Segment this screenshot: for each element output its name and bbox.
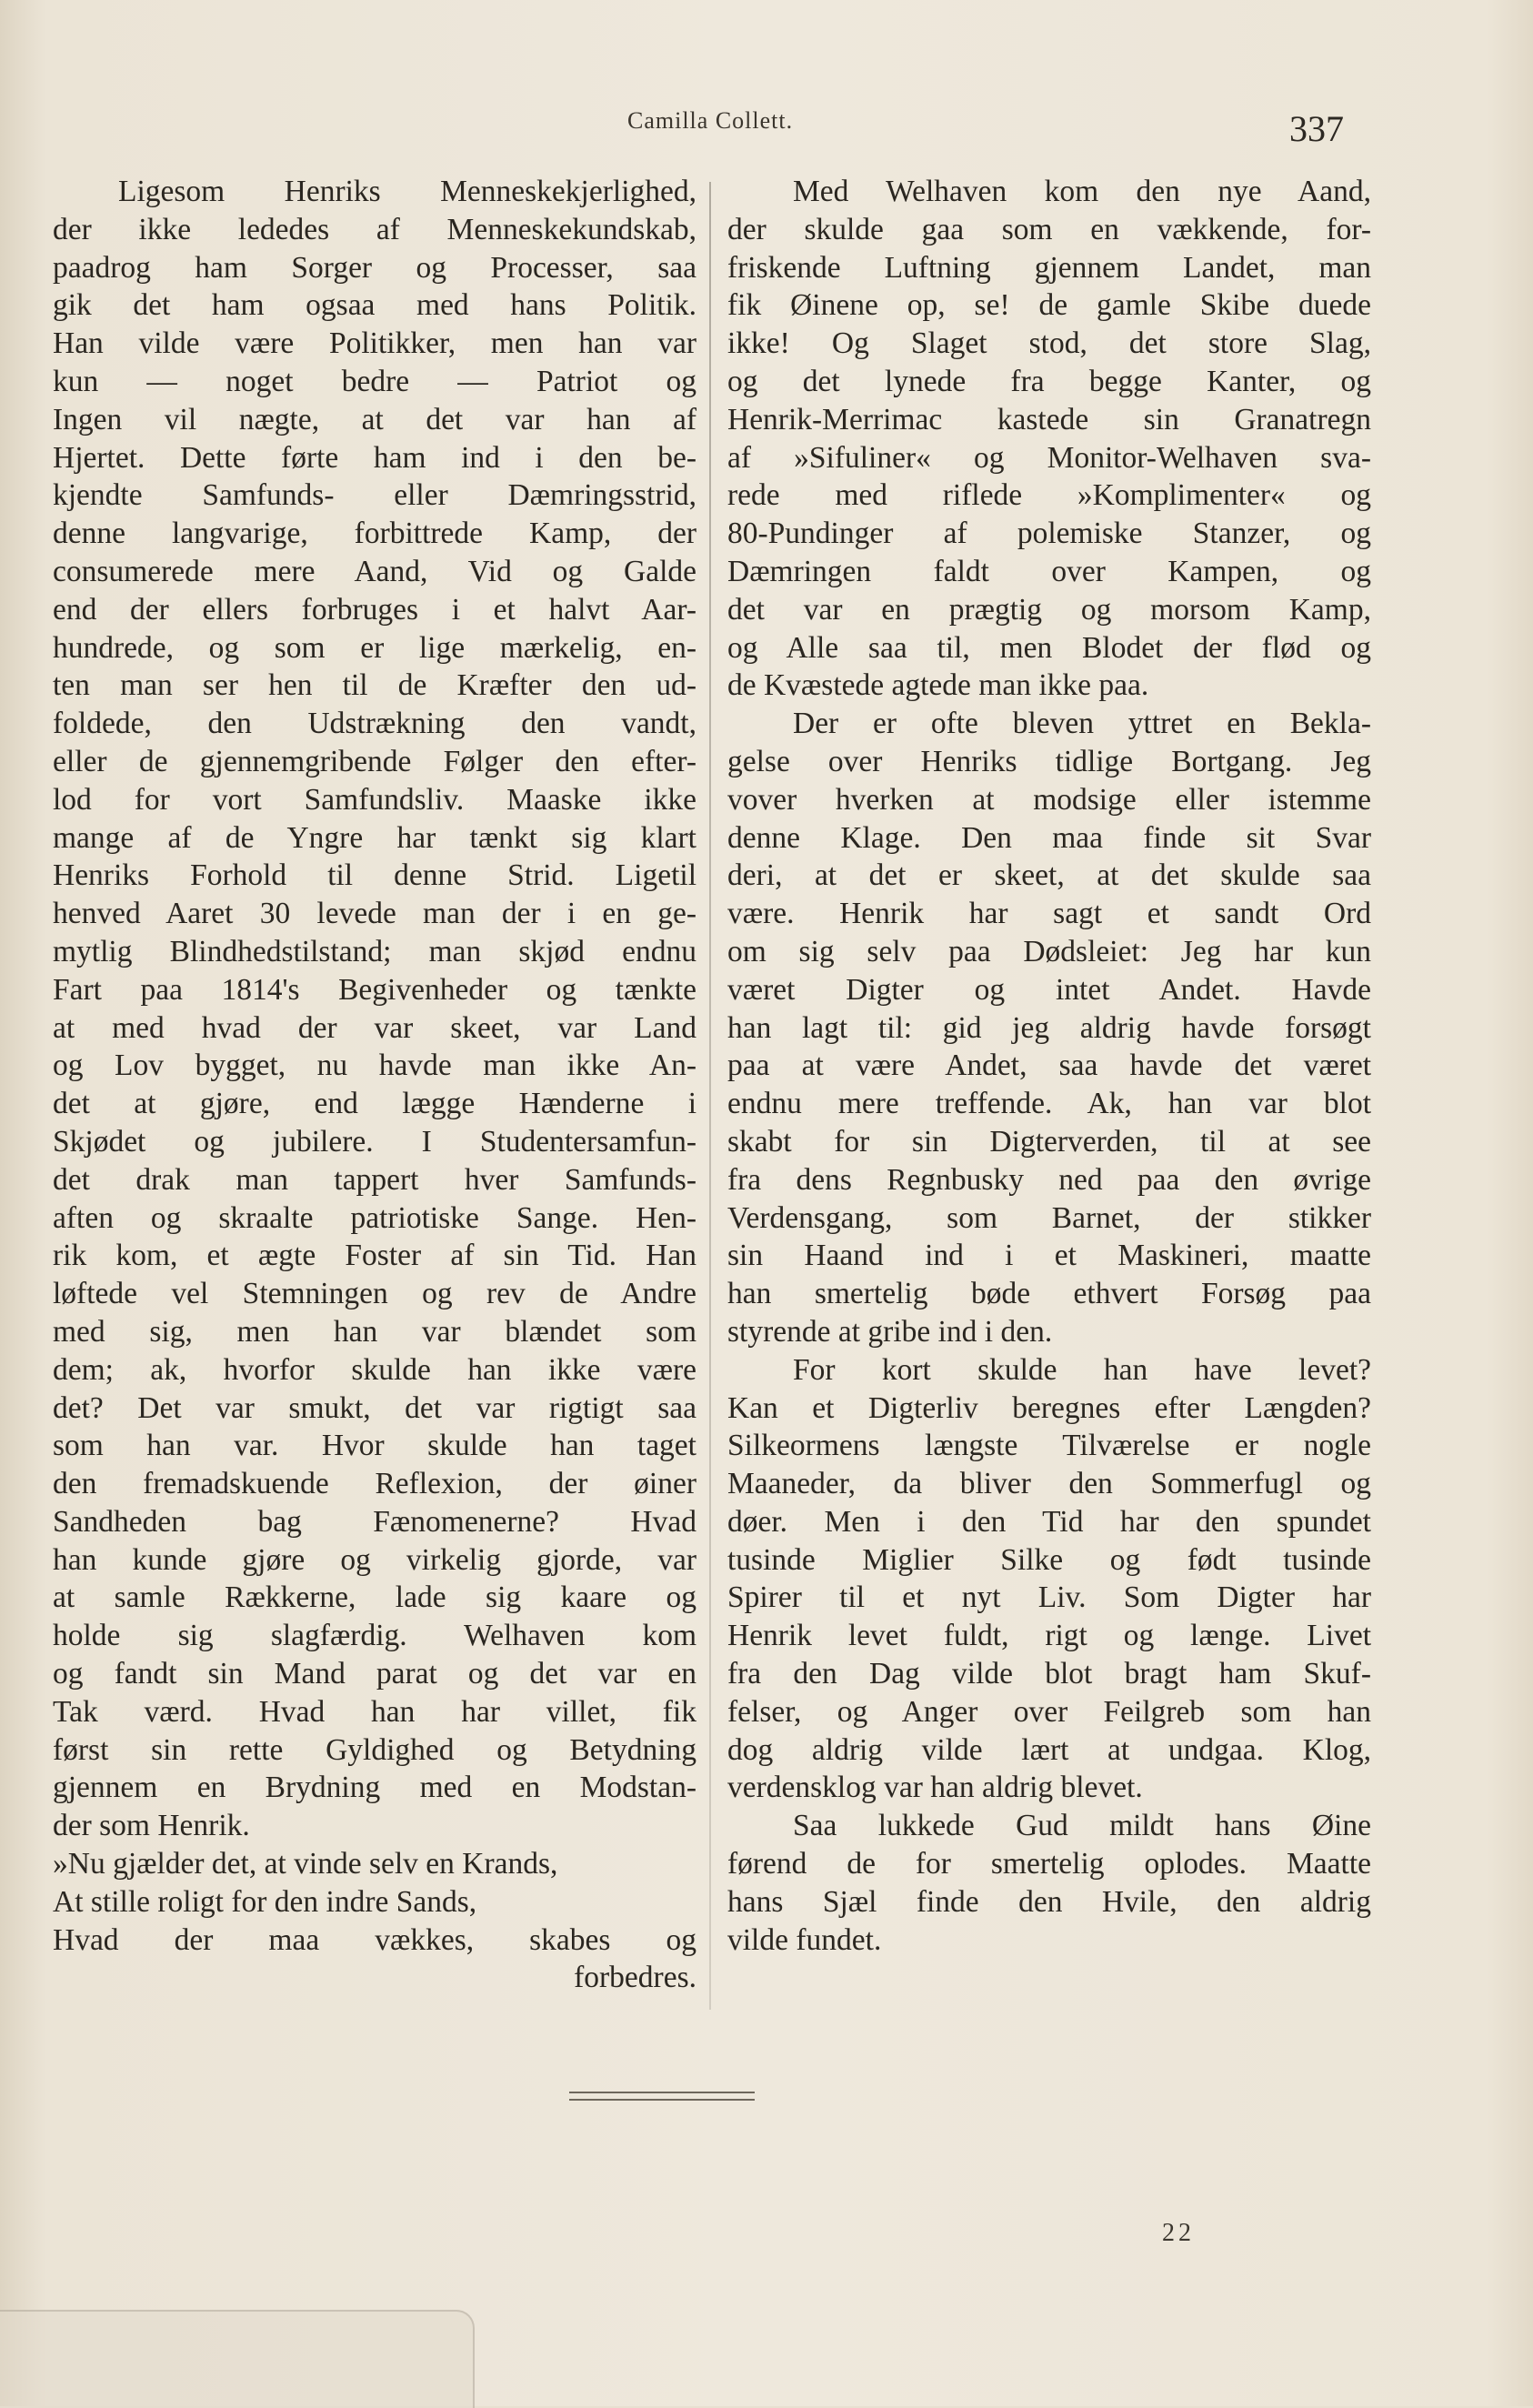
- text-line: ten man ser hen til de Kræfter den ud-: [53, 668, 696, 703]
- text-line: med sig, men han var blændet som: [53, 1314, 696, 1349]
- text-line: Ingen vil nægte, at det var han af: [53, 402, 696, 436]
- text-line: sin Haand ind i et Maskineri, maatte: [727, 1239, 1371, 1273]
- text-line: mange af de Yngre har tænkt sig klart: [53, 820, 696, 855]
- text-line: friskende Luftning gjennem Landet, man: [727, 250, 1371, 285]
- text-line: Henrik levet fuldt, rigt og længe. Livet: [727, 1619, 1371, 1653]
- text-line: kun — noget bedre — Patriot og: [53, 364, 696, 398]
- text-line: gelse over Henriks tidlige Bortgang. Jeg: [727, 744, 1371, 778]
- text-line: vover hverken at modsige eller istemme: [727, 782, 1371, 817]
- text-line: gjennem en Brydning med en Modstan-: [53, 1771, 696, 1805]
- text-line: det var en prægtig og morsom Kamp,: [727, 592, 1371, 627]
- text-line: og Alle saa til, men Blodet der flød og: [727, 630, 1371, 665]
- text-line: endnu mere treffende. Ak, han var blot: [727, 1087, 1371, 1121]
- text-line: og det lynede fra begge Kanter, og: [727, 364, 1371, 398]
- text-line: tusinde Miglier Silke og født tusinde: [727, 1542, 1371, 1577]
- page-header: [0, 107, 1533, 149]
- text-line: dem; ak, hvorfor skulde han ikke være: [53, 1352, 696, 1387]
- text-line: Silkeormens længste Tilværelse er nogle: [727, 1429, 1371, 1463]
- text-line: holde sig slagfærdig. Welhaven kom: [53, 1619, 696, 1653]
- text-line: At stille roligt for den indre Sands,: [53, 1884, 477, 1919]
- text-line: kjendte Samfunds- eller Dæmringsstrid,: [53, 478, 696, 513]
- text-line: paadrog ham Sorger og Processer, saa: [53, 250, 696, 285]
- text-line: eller de gjennemgribende Følger den efter-: [53, 744, 696, 778]
- text-line: paa at være Andet, saa havde det været: [727, 1048, 1371, 1083]
- section-divider: [569, 2092, 755, 2101]
- text-line: hundrede, og som er lige mærkelig, en-: [53, 630, 696, 665]
- text-line: Henriks Forhold til denne Strid. Ligetil: [53, 858, 696, 893]
- text-line: først sin rette Gyldighed og Betydning: [53, 1732, 696, 1767]
- text-line: felser, og Anger over Feilgreb som han: [727, 1694, 1371, 1729]
- text-line: vilde fundet.: [727, 1922, 882, 1957]
- text-line: »Nu gjælder det, at vinde selv en Krands,: [53, 1847, 558, 1881]
- text-line: forbedres.: [574, 1961, 696, 1995]
- text-line: Tak værd. Hvad han har villet, fik: [53, 1694, 696, 1729]
- text-line: Hjertet. Dette førte ham ind i den be-: [53, 440, 696, 475]
- text-line: end der ellers forbruges i et halvt Aar-: [53, 592, 696, 627]
- text-line: af »Sifuliner« og Monitor-Welhaven sva-: [727, 440, 1371, 475]
- left-column: [53, 173, 696, 1997]
- text-line: fra dens Regnbusky ned paa den øvrige: [727, 1162, 1371, 1197]
- column-rule: [709, 182, 711, 2010]
- text-line: verdensklog var han aldrig blevet.: [727, 1771, 1143, 1805]
- text-line: For kort skulde han have levet?: [793, 1352, 1371, 1387]
- signature-mark: 22: [1162, 2219, 1195, 2247]
- text-line: være. Henrik har sagt et sandt Ord: [727, 897, 1371, 931]
- text-line: at samle Rækkerne, lade sig kaare og: [53, 1580, 696, 1615]
- page-number: 337: [1289, 108, 1344, 149]
- text-line: Kan et Digterliv beregnes efter Længden?: [727, 1390, 1371, 1425]
- text-line: om sig selv paa Dødsleiet: Jeg har kun: [727, 934, 1371, 968]
- text-line: løftede vel Stemningen og rev de Andre: [53, 1277, 696, 1311]
- text-line: været Digter og intet Andet. Havde: [727, 972, 1371, 1007]
- text-line: han kunde gjøre og virkelig gjorde, var: [53, 1542, 696, 1577]
- text-line: Med Welhaven kom den nye Aand,: [793, 175, 1371, 208]
- text-line: styrende at gribe ind i den.: [727, 1314, 1053, 1349]
- text-line: han smertelig bøde ethvert Forsøg paa: [727, 1277, 1371, 1311]
- text-line: henved Aaret 30 levede man der i en ge-: [53, 897, 696, 931]
- text-line: 80-Pundinger af polemiske Stanzer, og: [727, 517, 1371, 551]
- text-line: Han vilde være Politikker, men han var: [53, 326, 696, 361]
- text-line: consumerede mere Aand, Vid og Galde: [53, 554, 696, 588]
- text-line: Henrik-Merrimac kastede sin Granatregn: [727, 402, 1371, 436]
- right-column: [727, 173, 1371, 1959]
- text-line: at med hvad der var skeet, var Land: [53, 1010, 696, 1045]
- text-line: deri, at det er skeet, at det skulde saa: [727, 858, 1371, 893]
- text-line: mytlig Blindhedstilstand; man skjød endnu: [53, 934, 696, 968]
- text-line: der skulde gaa som en vækkende, for-: [727, 212, 1371, 246]
- text-line: det at gjøre, end lægge Hænderne i: [53, 1087, 696, 1121]
- text-line: Der er ofte bleven yttret en Bekla-: [793, 707, 1371, 741]
- text-line: og Lov bygget, nu havde man ikke An-: [53, 1048, 696, 1083]
- text-line: det? Det var smukt, det var rigtigt saa: [53, 1390, 696, 1425]
- page-edge-shadow: [0, 2310, 475, 2408]
- text-line: Fart paa 1814's Begivenheder og tænkte: [53, 972, 696, 1007]
- text-line: rede med riflede »Komplimenter« og: [727, 478, 1371, 513]
- text-line: aften og skraalte patriotiske Sange. Hen-: [53, 1200, 696, 1235]
- text-line: Verdensgang, som Barnet, der stikker: [727, 1200, 1371, 1235]
- text-line: førend de for smertelig oplodes. Maatte: [727, 1847, 1371, 1881]
- text-line: Hvad der maa vækkes, skabes og: [53, 1922, 696, 1957]
- text-line: dog aldrig vilde lært at undgaa. Klog,: [727, 1732, 1371, 1767]
- text-line: hans Sjæl finde den Hvile, den aldrig: [727, 1884, 1371, 1919]
- text-line: der ikke lededes af Menneskekundskab,: [53, 212, 696, 246]
- text-line: det drak man tappert hver Samfunds-: [53, 1162, 696, 1197]
- running-head: Camilla Collett.: [627, 107, 794, 134]
- text-line: denne langvarige, forbittrede Kamp, der: [53, 517, 696, 551]
- text-line: og fandt sin Mand parat og det var en: [53, 1657, 696, 1691]
- text-line: fra den Dag vilde blot bragt ham Skuf-: [727, 1657, 1371, 1691]
- text-line: denne Klage. Den maa finde sit Svar: [727, 820, 1371, 855]
- text-line: lod for vort Samfundsliv. Maaske ikke: [53, 782, 696, 817]
- text-line: Spirer til et nyt Liv. Som Digter har: [727, 1580, 1371, 1615]
- text-line: Sandheden bag Fænomenerne? Hvad: [53, 1504, 696, 1539]
- text-line: der som Henrik.: [53, 1809, 250, 1843]
- text-line: den fremadskuende Reflexion, der øiner: [53, 1467, 696, 1501]
- text-line: gik det ham ogsaa med hans Politik.: [53, 288, 696, 323]
- text-line: Skjødet og jubilere. I Studentersamfun-: [53, 1124, 696, 1159]
- text-line: Maaneder, da bliver den Sommerfugl og: [727, 1467, 1371, 1501]
- text-line: som han var. Hvor skulde han taget: [53, 1429, 696, 1463]
- text-line: døer. Men i den Tid har den spundet: [727, 1504, 1371, 1539]
- text-line: han lagt til: gid jeg aldrig havde forsøgt: [727, 1010, 1371, 1045]
- text-line: rik kom, et ægte Foster af sin Tid. Han: [53, 1239, 696, 1273]
- text-line: de Kvæstede agtede man ikke paa.: [727, 668, 1149, 703]
- text-line: ikke! Og Slaget stod, det store Slag,: [727, 326, 1371, 361]
- text-line: Dæmringen faldt over Kampen, og: [727, 554, 1371, 588]
- text-line: Saa lukkede Gud mildt hans Øine: [793, 1809, 1371, 1843]
- text-line: fik Øinene op, se! de gamle Skibe duede: [727, 288, 1371, 323]
- text-line: skabt for sin Digterverden, til at see: [727, 1124, 1371, 1159]
- text-line: foldede, den Udstrækning den vandt,: [53, 707, 696, 741]
- text-line: Ligesom Henriks Menneskekjerlighed,: [118, 175, 696, 208]
